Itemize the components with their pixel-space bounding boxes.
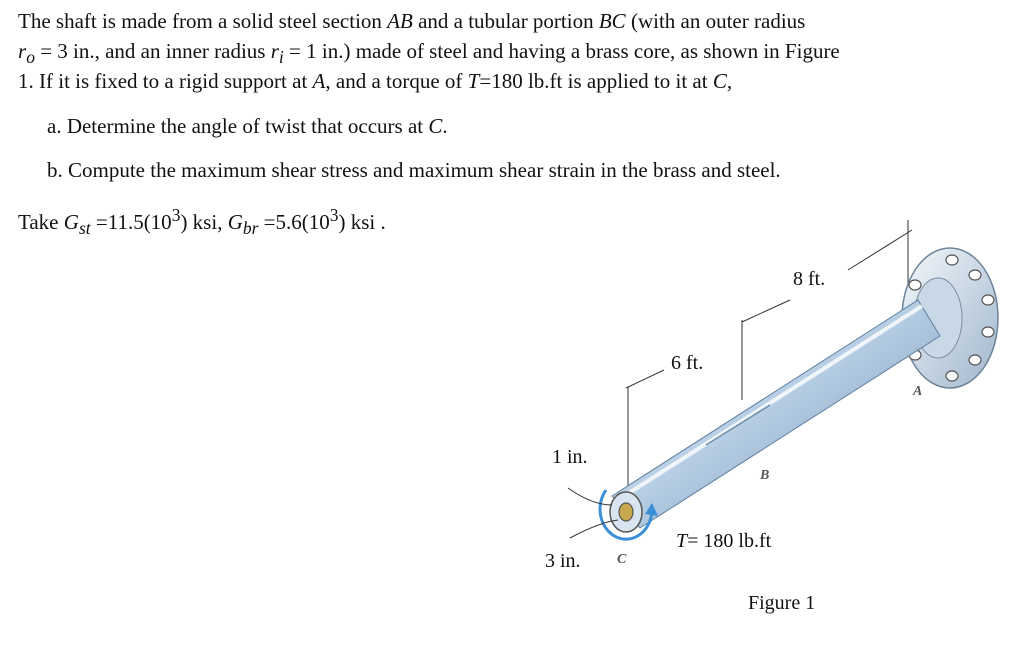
figure-caption: Figure 1 xyxy=(748,592,816,614)
brass-core xyxy=(619,503,633,521)
bolt-hole-icon xyxy=(969,355,981,365)
bolt-hole-icon xyxy=(909,280,921,290)
shaft-cylinder xyxy=(612,300,940,528)
shaft-highlight xyxy=(618,306,922,500)
dim-6ft-label: 6 ft. xyxy=(671,352,704,374)
dim-3in-label: 3 in. xyxy=(545,550,581,572)
dim-line-8ft-right xyxy=(848,230,912,270)
bolt-hole-icon xyxy=(946,255,958,265)
bolt-hole-icon xyxy=(982,327,994,337)
bolt-hole-icon xyxy=(969,270,981,280)
problem-line-2: $r_o = 3$ in., and an inner radius $r_i = 1$ in.) made of steel and having a brass core, as shown in Figure xyxy=(18,39,840,68)
point-a-label: A xyxy=(913,384,923,399)
part-b: b. Compute the maximum shear stress and maximum shear strain in the brass and steel. xyxy=(47,158,781,182)
dim-8ft-label: 8 ft. xyxy=(793,268,826,290)
dim-line-6ft xyxy=(626,370,664,388)
point-c-label: C xyxy=(617,552,627,567)
bolt-hole-icon xyxy=(982,295,994,305)
dim-1in-label: 1 in. xyxy=(552,446,588,468)
shaft-body xyxy=(612,300,940,528)
point-b-label: B xyxy=(760,468,770,483)
bolt-hole-icon xyxy=(946,371,958,381)
dim-line-8ft-left xyxy=(742,300,790,322)
material-constants: Take $G_{st} =11.5(10^3)$ ksi, $G_{br} =5.6(10^3)$ ksi . xyxy=(18,205,386,239)
part-a: a. Determine the angle of twist that occurs at C. xyxy=(47,114,448,138)
torque-label: T= 180 lb.ft xyxy=(676,530,772,552)
problem-line-1: The shaft is made from a solid steel section AB and a tubular portion BC (with an outer radius xyxy=(18,9,806,33)
problem-line-3: 1. If it is fixed to a rigid support at A, and a torque of T=180 lb.ft is applied to it at C, xyxy=(18,69,733,93)
